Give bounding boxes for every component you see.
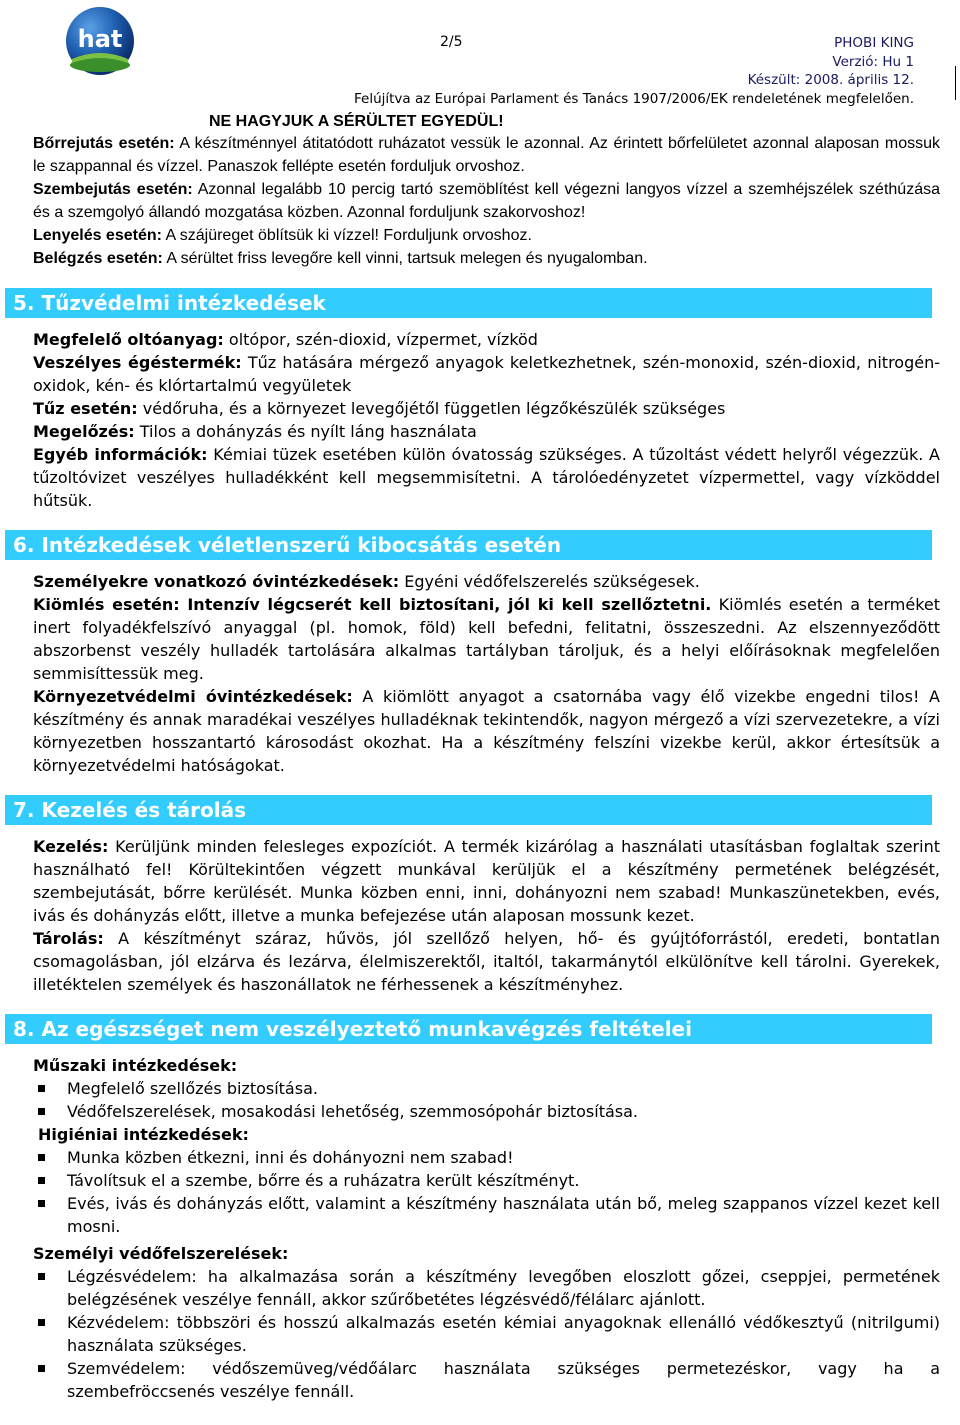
svg-text:hat: hat: [77, 25, 123, 53]
list-item: [33, 1265, 940, 1311]
hygiene-heading: [33, 1123, 940, 1146]
pers-label: Személyekre vonatkozó óvintézkedések:: [33, 572, 400, 591]
hazardous-combustion: [33, 351, 940, 397]
extinguishing-agent: [33, 328, 940, 351]
regulation-note: Felújítva az Európai Parlament és Tanács 1907/2006/EK rendeletének megfelelően.: [354, 90, 914, 107]
fire-text: védőruha, és a környezet levegőjétől független légzőkészülék szükséges: [137, 399, 726, 418]
header-divider: [955, 66, 956, 100]
header-info: [354, 34, 914, 108]
list-item-text: Munka közben étkezni, inni és dohányozni nem szabad!: [67, 1148, 514, 1167]
storage: [33, 927, 940, 996]
eye-label: Szembejutás esetén:: [33, 181, 193, 198]
tech-label: Műszaki intézkedések:: [33, 1056, 238, 1075]
pers-text: Egyéni védőfelszerelés szükségesek.: [399, 572, 700, 591]
inhale-text: A sérültet friss levegőre kell vinni, tartsuk melegen és nyugalomban.: [162, 250, 648, 267]
list-item-text: Légzésvédelem: ha alkalmazása során a készítmény levegőben eloszlott gőzei, cseppjei, permetének belégzésének veszélye fennáll, akkor szűrőbetétes légzésvédő/félálarc ajánlott.: [67, 1267, 940, 1309]
skin-contact: [33, 132, 940, 178]
list-item: [33, 1311, 940, 1357]
section-8-title: 8. Az egészséget nem veszélyeztető munkavégzés feltételei: [5, 1014, 932, 1044]
fire-label: Tűz esetén:: [33, 399, 138, 418]
hygiene-list: [33, 1146, 940, 1238]
other-text: Kémiai tüzek esetében külön óvatosság szükséges. A tűzoltást védett helyről végezzük. A tűzoltóvizet veszélyes hulladékként kell megsemmisítetni. A tárolóedényzetet vízpermettel, vagy vízköddel hűtsük.: [33, 445, 941, 510]
tech-measures-list: [33, 1077, 940, 1123]
company-name: PHOBI KING: [834, 35, 914, 51]
list-item-text: Megfelelő szellőzés biztosítása.: [67, 1079, 318, 1098]
document-body: [13, 112, 941, 1403]
bullet-icon: [38, 1200, 45, 1207]
hyg-label: Higiéniai intézkedések:: [38, 1125, 249, 1144]
environmental-precautions: [33, 685, 940, 777]
list-item: [33, 1077, 940, 1100]
list-item: [33, 1192, 940, 1238]
list-item: [33, 1169, 940, 1192]
hat-logo: [62, 3, 138, 79]
list-item-text: Kézvédelem: többszöri és hosszú alkalmazás esetén kémiai anyagoknak ellenálló védőkesztyű (nitrilgumi) használata szükséges.: [67, 1313, 940, 1355]
skin-label: Bőrrejutás esetén:: [33, 135, 175, 152]
ppe-heading: [33, 1242, 940, 1265]
swallow-label: Lenyelés esetén:: [33, 227, 162, 244]
bullet-icon: [38, 1319, 45, 1326]
section-5-body: [33, 328, 940, 512]
handle-label: Kezelés:: [33, 837, 109, 856]
page-number: 2/5: [440, 34, 463, 50]
section-8-body: [33, 1054, 940, 1403]
eye-text: Azonnal legalább 10 percig tartó szemöblítést kell végezni langyos vízzel a szemhéjszélek széthúzása és a szemgolyó állandó mozgatása közben. Azonnal forduljunk szakorvoshoz!: [33, 181, 940, 221]
store-label: Tárolás:: [33, 929, 104, 948]
inhale-label: Belégzés esetén:: [33, 250, 163, 267]
warning-line: NE HAGYJUK A SÉRÜLTET EGYEDÜL!: [209, 113, 504, 130]
list-item-text: Evés, ivás és dohányzás előtt, valamint a készítmény használata után bő, meleg szappanos vízzel kezet kell mosni.: [67, 1194, 940, 1236]
agent-text: oltópor, szén-dioxid, vízpermet, vízköd: [223, 330, 538, 349]
ppe-list: [33, 1265, 940, 1403]
bullet-icon: [38, 1273, 45, 1280]
inhalation: [33, 247, 940, 270]
personal-precautions: [33, 570, 940, 593]
spill-text: Kiömlés esetén a terméket inert folyadékfelszívó anyaggal (pl. homok, föld) kell befedni, felitatni, összeszedni. Az elszennyeződött abszorbenst veszély hulladék tartolására alkalmas tartályban tároljuk, és a helyi előírásoknak megfelelően semmisíttessük meg.: [33, 595, 941, 683]
first-aid-block: [33, 112, 940, 270]
tech-measures-heading: [33, 1054, 940, 1077]
store-text: A készítményt száraz, hűvös, jól szellőző helyen, hő- és gyújtóforrástól, eredeti, bontatlan csomagolásban, jól elzárva és lezárva, élelmiszerektől, italtól, takarmánytól elkülönítve kell tárolni. Gyerekek, illetéktelen személyek és haszonállatok ne férhessenek a készítményhez.: [33, 929, 940, 994]
bullet-icon: [38, 1085, 45, 1092]
list-item: [33, 1146, 940, 1169]
section-6-body: [33, 570, 940, 777]
bullet-icon: [38, 1365, 45, 1372]
bullet-icon: [38, 1108, 45, 1115]
spill-label: Kiömlés esetén: Intenzív légcserét kell biztosítani, jól ki kell szellőztetni.: [33, 595, 712, 614]
handle-text: Kerüljünk minden felesleges expozíciót. A termék kizárólag a használati utasításban foglaltak szerint használható fel! Körültekintően végzett munkával kerüljük el a készítmény permetének belégzését, szembejutását, bőrre kerülését. Munka közben enni, inni, dohányozni nem szabad! Munkaszünetekben, evés, ivás és dohányzás előtt, illetve a munka befejezése után alaposan mossunk kezet.: [33, 837, 940, 925]
haz-label: Veszélyes égéstermék:: [33, 353, 242, 372]
section-6-title: 6. Intézkedések véletlenszerű kibocsátás esetén: [5, 530, 932, 560]
list-item: [33, 1357, 940, 1403]
spill-measures: [33, 593, 940, 685]
prev-text: Tilos a dohányzás és nyílt láng használata: [134, 422, 477, 441]
env-label: Környezetvédelmi óvintézkedések:: [33, 687, 353, 706]
section-7-title: 7. Kezelés és tárolás: [5, 795, 932, 825]
agent-label: Megfelelő oltóanyag:: [33, 330, 224, 349]
eye-contact: [33, 178, 940, 224]
haz-text: Tűz hatására mérgező anyagok keletkezhetnek, szén-monoxid, szén-dioxid, nitrogén-oxidok, kén- és klórtartalmú vegyületek: [33, 353, 940, 395]
in-case-of-fire: [33, 397, 940, 420]
handling: [33, 835, 940, 927]
section-7-body: [33, 835, 940, 996]
list-item-text: Védőfelszerelések, mosakodási lehetőség, szemmosópohár biztosítása.: [67, 1102, 639, 1121]
ingestion: [33, 224, 940, 247]
swallow-text: A szájüreget öblítsük ki vízzel! Forduljunk orvoshoz.: [161, 227, 532, 244]
version: Verzió: Hu 1: [832, 53, 914, 70]
other-label: Egyéb információk:: [33, 445, 208, 464]
prevention: [33, 420, 940, 443]
env-text: A kiömlött anyagot a csatornába vagy élő vizekbe engedni tilos! A készítmény és annak maradékai veszélyes hulladéknak tekintendők, nagyon mérgező a vízi szervezetekre, a vízi környezetben hosszantartó károsodást okozhat. Ha a készítmény felszíni vizekbe kerül, akkor értesítsük a környezetvédelmi hatóságokat.: [33, 687, 940, 775]
created-date: Készült: 2008. április 12.: [747, 72, 914, 88]
other-info: [33, 443, 940, 512]
ppe-label: Személyi védőfelszerelések:: [33, 1244, 289, 1263]
section-5-title: 5. Tűzvédelmi intézkedések: [5, 288, 932, 318]
skin-text: A készítménnyel átitatódott ruházatot vessük le azonnal. Az érintett bőrfelületet azonnal alaposan mossuk le szappannal és vízzel. Panaszok fellépte esetén forduljuk orvoshoz.: [33, 135, 940, 175]
bullet-icon: [38, 1154, 45, 1161]
document-header: [0, 0, 960, 110]
list-item-text: Távolítsuk el a szembe, bőrre és a ruházatra került készítményt.: [67, 1171, 580, 1190]
list-item: [33, 1100, 940, 1123]
bullet-icon: [38, 1177, 45, 1184]
list-item-text: Szemvédelem: védőszemüveg/védőálarc használata szükséges permetezéskor, vagy ha a szembefröccsenés veszélye fennáll.: [67, 1359, 940, 1401]
prev-label: Megelőzés:: [33, 422, 135, 441]
